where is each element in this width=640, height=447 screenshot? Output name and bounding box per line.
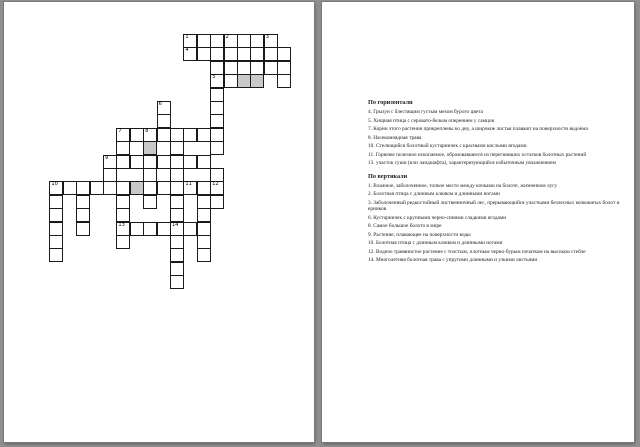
crossword-cell[interactable] xyxy=(170,128,184,142)
crossword-cell[interactable] xyxy=(116,235,130,249)
crossword-cell-number: 2 xyxy=(225,34,229,40)
crossword-cell[interactable] xyxy=(183,128,197,142)
crossword-cell[interactable] xyxy=(183,181,197,195)
crossword-cell-number: 3 xyxy=(265,34,269,40)
crossword-cell[interactable] xyxy=(237,74,251,88)
crossword-cell[interactable] xyxy=(264,34,278,48)
crossword-cell-number: 14 xyxy=(172,221,179,228)
crossword-cell[interactable] xyxy=(143,141,157,155)
crossword-cell-number: 1 xyxy=(185,34,189,40)
clue-down-2: 2. Болотная птица с длинным клювом и длинными ногами xyxy=(368,191,500,197)
crossword-cell[interactable] xyxy=(49,235,63,249)
crossword-cell[interactable] xyxy=(116,128,130,142)
crossword-cell-number: 13 xyxy=(118,221,125,228)
crossword-cell[interactable] xyxy=(210,114,224,128)
crossword-cell[interactable] xyxy=(49,248,63,262)
crossword-cell[interactable] xyxy=(103,155,117,169)
crossword-cell[interactable] xyxy=(76,195,90,209)
crossword-cell[interactable] xyxy=(197,222,211,236)
crossword-cell[interactable] xyxy=(49,222,63,236)
crossword-cell[interactable] xyxy=(130,128,144,142)
crossword-cell[interactable] xyxy=(183,155,197,169)
crossword-cell-number: 6 xyxy=(158,101,162,107)
clue-down-3: 3. Заболоченный редкостойный лиственничный лес, прерывающийся участками безлесных кочковатых болот и ерников xyxy=(368,199,620,213)
clue-down-1: 1. Влажное, заболоченное, топкое место между кочками на болоте, жизненном лугу xyxy=(368,182,558,189)
crossword-cell[interactable] xyxy=(63,181,77,195)
crossword-cell[interactable] xyxy=(210,128,224,142)
across-heading: По горизонтали xyxy=(368,99,413,106)
clue-across-10: 10. Стелющийся болотный кустарничек с красными кислыми ягодами xyxy=(368,143,527,149)
crossword-cell[interactable] xyxy=(210,141,224,155)
crossword-cell[interactable] xyxy=(197,235,211,249)
crossword-cell[interactable] xyxy=(210,47,224,61)
crossword-cell[interactable] xyxy=(143,181,157,195)
crossword-cell[interactable] xyxy=(197,155,211,169)
crossword-cell[interactable] xyxy=(224,47,238,61)
clue-across-5: 5. Хищная птица с серовато-белым оперением у самцов xyxy=(368,117,494,124)
crossword-cell[interactable] xyxy=(197,208,211,222)
crossword-cell[interactable] xyxy=(197,181,211,195)
crossword-cell[interactable] xyxy=(210,34,224,48)
crossword-cell[interactable] xyxy=(210,61,224,75)
crossword-cell-number: 7 xyxy=(118,127,122,134)
crossword-cell[interactable] xyxy=(157,222,171,236)
crossword-cell[interactable] xyxy=(130,155,144,169)
crossword-cell[interactable] xyxy=(116,141,130,155)
crossword-cell[interactable] xyxy=(197,195,211,209)
crossword-cell[interactable] xyxy=(210,101,224,115)
crossword-cell[interactable] xyxy=(197,34,211,48)
crossword-cell[interactable] xyxy=(170,181,184,195)
crossword-cell[interactable] xyxy=(49,208,63,222)
crossword-cell[interactable] xyxy=(76,181,90,195)
clue-down-6: 6. Кустарничек с крупными черно-синими сладкими ягодами xyxy=(368,214,507,221)
clue-across-4: 4. Грызун с блестящим густым мехом бурого цвета xyxy=(368,109,483,115)
crossword-cell[interactable] xyxy=(157,128,171,142)
crossword-cell[interactable] xyxy=(116,195,130,209)
crossword-cell[interactable] xyxy=(157,114,171,128)
clues-section xyxy=(368,99,626,266)
crossword-cell[interactable] xyxy=(210,168,224,182)
clue-down-8: 8. Самое большое болото в мире xyxy=(368,223,442,230)
crossword-cell-number: 11 xyxy=(185,181,192,188)
crossword-cell[interactable] xyxy=(103,181,117,195)
crossword-cell[interactable] xyxy=(197,248,211,262)
crossword-cell[interactable] xyxy=(130,181,144,195)
crossword-cell[interactable] xyxy=(250,61,264,75)
crossword-cell[interactable] xyxy=(197,47,211,61)
crossword-cell[interactable] xyxy=(103,168,117,182)
crossword-cell[interactable] xyxy=(264,61,278,75)
clue-down-14: 14. Многолетняя болотная трава с упругими длинными и узкими листьями xyxy=(368,257,538,264)
crossword-cell[interactable] xyxy=(143,155,157,169)
crossword-cell[interactable] xyxy=(90,181,104,195)
crossword-cell[interactable] xyxy=(183,47,197,61)
crossword-cell-number: 4 xyxy=(185,47,189,54)
crossword-cell[interactable] xyxy=(116,208,130,222)
crossword-cell[interactable] xyxy=(210,74,224,88)
clue-across-8: 8. Насекомоядная трава xyxy=(368,134,422,141)
crossword-cell[interactable] xyxy=(250,34,264,48)
clue-down-10: 10. Болотная птица с длинным клювом и длинными ногами xyxy=(368,240,503,247)
crossword-cell[interactable] xyxy=(49,181,63,195)
clue-across-7: 7. Корни этого растения прикреплены ко дну, а широкие листья плавают на поверхности водоёма xyxy=(368,126,588,132)
document-page-left xyxy=(4,2,314,442)
crossword-cell[interactable] xyxy=(170,262,184,276)
crossword-cell[interactable] xyxy=(143,128,157,142)
crossword-cell[interactable] xyxy=(237,34,251,48)
crossword-cell[interactable] xyxy=(170,275,184,289)
crossword-cell[interactable] xyxy=(76,208,90,222)
crossword-cell-number: 9 xyxy=(105,154,109,161)
document-page-right xyxy=(322,2,634,442)
clue-down-9: 9. Растение, плавающее на поверхности воды xyxy=(368,231,471,238)
crossword-cell[interactable] xyxy=(277,61,291,75)
crossword-cell-number: 8 xyxy=(145,127,149,134)
crossword-cell[interactable] xyxy=(264,47,278,61)
crossword-cell[interactable] xyxy=(224,34,238,48)
clue-across-11: 11. Горючее полезное ископаемое, образовавшееся из перегнивших остатков болотных растений xyxy=(368,151,587,158)
crossword-cell-number: 12 xyxy=(212,181,219,188)
crossword-cell[interactable] xyxy=(76,222,90,236)
crossword-cell[interactable] xyxy=(116,155,130,169)
crossword-cell-number: 10 xyxy=(51,181,58,188)
crossword-grid xyxy=(4,2,314,442)
crossword-cell[interactable] xyxy=(170,155,184,169)
crossword-cell[interactable] xyxy=(170,168,184,182)
crossword-cell[interactable] xyxy=(170,195,184,209)
crossword-cell[interactable] xyxy=(210,181,224,195)
crossword-cell[interactable] xyxy=(157,101,171,115)
crossword-cell[interactable] xyxy=(170,208,184,222)
crossword-cell[interactable] xyxy=(197,128,211,142)
crossword-cell[interactable] xyxy=(170,222,184,236)
crossword-cell[interactable] xyxy=(210,88,224,102)
crossword-cell[interactable] xyxy=(170,141,184,155)
clue-across-13: 13. участок суши (или ландшафта), характеризующийся избыточным увлажнением xyxy=(368,160,556,166)
crossword-cell[interactable] xyxy=(143,222,157,236)
clue-down-12: 12. Водное травянистое растение с толстым, плотным черно-бурым початком на высоком стебле xyxy=(368,248,586,255)
crossword-cell[interactable] xyxy=(224,61,238,75)
crossword-cell[interactable] xyxy=(250,47,264,61)
crossword-cell[interactable] xyxy=(130,222,144,236)
crossword-cell[interactable] xyxy=(250,74,264,88)
crossword-cell[interactable] xyxy=(170,235,184,249)
crossword-cell[interactable] xyxy=(277,47,291,61)
crossword-cell[interactable] xyxy=(116,181,130,195)
crossword-cell[interactable] xyxy=(237,61,251,75)
crossword-cell[interactable] xyxy=(143,195,157,209)
crossword-cell[interactable] xyxy=(224,74,238,88)
crossword-cell[interactable] xyxy=(157,155,171,169)
crossword-cell[interactable] xyxy=(183,34,197,48)
crossword-cell[interactable] xyxy=(143,168,157,182)
crossword-cell[interactable] xyxy=(157,181,171,195)
crossword-cell[interactable] xyxy=(183,222,197,236)
crossword-cell[interactable] xyxy=(170,248,184,262)
crossword-cell[interactable] xyxy=(277,74,291,88)
down-heading: По вертикали xyxy=(368,172,408,180)
crossword-cell[interactable] xyxy=(49,195,63,209)
crossword-cell[interactable] xyxy=(210,195,224,209)
crossword-cell[interactable] xyxy=(237,47,251,61)
crossword-cell[interactable] xyxy=(116,222,130,236)
crossword-cell-number: 5 xyxy=(212,74,216,81)
